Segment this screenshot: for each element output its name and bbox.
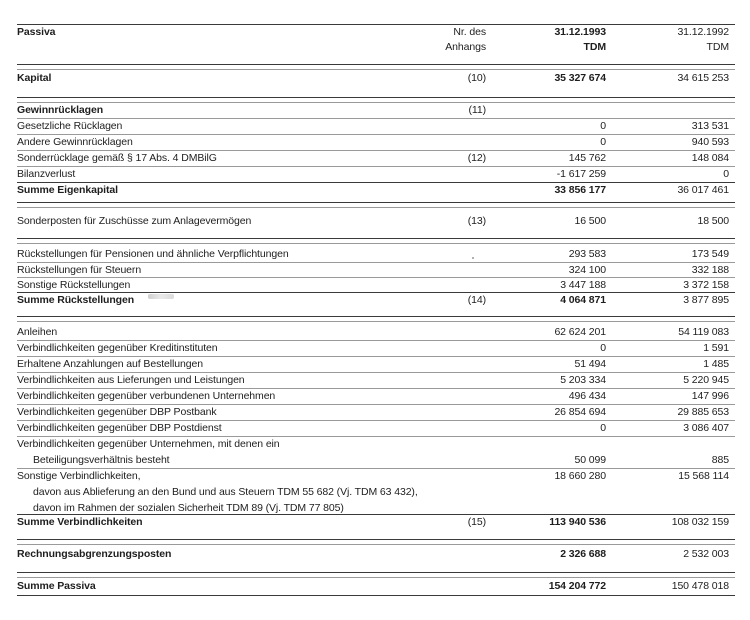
rule xyxy=(17,64,735,65)
table-row-1993: 51 494 xyxy=(574,358,606,370)
table-row-label: Anleihen xyxy=(17,326,58,338)
rule xyxy=(17,514,735,515)
rap-1993: 2 326 688 xyxy=(560,548,606,560)
beteiligung-1993: 50 099 xyxy=(574,454,606,466)
summe-verbindlichkeiten-1992: 108 032 159 xyxy=(671,516,729,528)
rule xyxy=(17,356,735,357)
table-row-label: Verbindlichkeiten gegenüber verbundenen Unternehmen xyxy=(17,390,276,402)
table-row-1993: 0 xyxy=(600,422,606,434)
table-row-label: Sonstige Rückstellungen xyxy=(17,279,131,291)
col-1992-date: 31.12.1992 xyxy=(677,26,729,38)
rule xyxy=(17,69,735,70)
table-row-1993: 293 583 xyxy=(568,248,606,260)
table-row-1993: 5 203 334 xyxy=(560,374,606,386)
table-row-1992: 54 119 083 xyxy=(678,326,729,338)
table-row-1992: 3 372 158 xyxy=(683,279,729,291)
rule xyxy=(17,544,735,545)
rule xyxy=(17,277,735,278)
rule xyxy=(17,340,735,341)
sonderposten-1992: 18 500 xyxy=(697,215,729,227)
nr-header-line2: Anhangs xyxy=(445,41,486,53)
bottom-rule xyxy=(17,595,735,596)
table-row-label: Bilanzverlust xyxy=(17,168,76,180)
rule xyxy=(17,420,735,421)
rule xyxy=(17,372,735,373)
scan-smudge xyxy=(148,294,174,299)
section-title: Passiva xyxy=(17,26,56,38)
sonstige-verb-1993: 18 660 280 xyxy=(554,470,606,482)
rule xyxy=(17,238,735,239)
rule xyxy=(17,292,735,293)
summe-rueckstellungen-1992: 3 877 895 xyxy=(683,294,729,306)
rule xyxy=(17,262,735,263)
table-row-1993: 62 624 201 xyxy=(554,326,606,338)
col-1992-unit: TDM xyxy=(706,41,729,53)
rule xyxy=(17,207,735,208)
table-row-1993: 145 762 xyxy=(568,152,606,164)
table-row-1992: 1 485 xyxy=(703,358,729,370)
kapital-nr: (10) xyxy=(467,72,486,84)
rule xyxy=(17,404,735,405)
table-row-1992: 3 086 407 xyxy=(683,422,729,434)
summe-passiva-1992: 150 478 018 xyxy=(671,580,729,592)
rule xyxy=(17,102,735,103)
summe-passiva-label: Summe Passiva xyxy=(17,580,96,592)
table-row-label: Rückstellungen für Steuern xyxy=(17,264,142,276)
table-row-1992: 147 996 xyxy=(691,390,729,402)
kapital-1992: 34 615 253 xyxy=(677,72,729,84)
table-row-1992: 29 885 653 xyxy=(677,406,729,418)
top-rule xyxy=(17,24,735,25)
col-1993-date: 31.12.1993 xyxy=(554,26,606,38)
summe-rueckstellungen-label: Summe Rückstellungen xyxy=(17,294,135,306)
rule xyxy=(17,134,735,135)
table-row-label: Rückstellungen für Pensionen und ähnliche Verpflichtungen xyxy=(17,248,289,260)
summe-rueckstellungen-nr: (14) xyxy=(467,294,486,306)
rule xyxy=(17,388,735,389)
rule xyxy=(17,243,735,244)
table-row-label: Gesetzliche Rücklagen xyxy=(17,120,123,132)
rule xyxy=(17,436,735,437)
rule xyxy=(17,316,735,317)
sonstige-verb-1992: 15 568 114 xyxy=(678,470,729,482)
table-row-1992: 1 591 xyxy=(703,342,729,354)
kapital-1993: 35 327 674 xyxy=(554,72,606,84)
scan-speck xyxy=(472,257,474,259)
table-row-label: Sonderrücklage gemäß § 17 Abs. 4 DMBilG xyxy=(17,152,217,164)
rule xyxy=(17,468,735,469)
table-row-1993: 3 447 188 xyxy=(560,279,606,291)
davon-note-1: davon aus Ablieferung an den Bund und aus Steuern TDM 55 682 (Vj. TDM 63 432), xyxy=(33,486,418,498)
table-row-1993: -1 617 259 xyxy=(556,168,606,180)
table-row-1992: 0 xyxy=(723,168,729,180)
rule xyxy=(17,182,735,183)
rule xyxy=(17,572,735,573)
rule xyxy=(17,150,735,151)
table-row-1992: 332 188 xyxy=(691,264,729,276)
sonderposten-nr: (13) xyxy=(467,215,486,227)
gewinnruecklagen-nr: (11) xyxy=(468,104,486,116)
rap-1992: 2 532 003 xyxy=(683,548,729,560)
sonderposten-1993: 16 500 xyxy=(574,215,606,227)
rule xyxy=(17,321,735,322)
rule xyxy=(17,539,735,540)
rule xyxy=(17,577,735,578)
table-row-1992: 173 549 xyxy=(691,248,729,260)
sonstige-verb-label: Sonstige Verbindlichkeiten, xyxy=(17,470,141,482)
table-row-1993: 0 xyxy=(600,120,606,132)
summe-eigenkapital-1993: 33 856 177 xyxy=(554,184,606,196)
table-row-label: Verbindlichkeiten aus Lieferungen und Leistungen xyxy=(17,374,245,386)
rule xyxy=(17,118,735,119)
table-row-1993: 496 434 xyxy=(568,390,606,402)
table-row-label: Verbindlichkeiten gegenüber Kreditinstituten xyxy=(17,342,218,354)
davon-note-2: davon im Rahmen der sozialen Sicherheit TDM 89 (Vj. TDM 77 805) xyxy=(33,502,344,514)
summe-verbindlichkeiten-nr: (15) xyxy=(467,516,486,528)
table-row-1992: 313 531 xyxy=(691,120,729,132)
table-row-label: Verbindlichkeiten gegenüber DBP Postbank xyxy=(17,406,217,418)
rule xyxy=(17,202,735,203)
rap-label: Rechnungsabgrenzungsposten xyxy=(17,548,172,560)
table-row-label: Verbindlichkeiten gegenüber DBP Postdienst xyxy=(17,422,222,434)
table-row-1992: 148 084 xyxy=(691,152,729,164)
summe-passiva-1993: 154 204 772 xyxy=(548,580,606,592)
summe-verbindlichkeiten-label: Summe Verbindlichkeiten xyxy=(17,516,143,528)
sonderposten-label: Sonderposten für Zuschüsse zum Anlagevermögen xyxy=(17,215,252,227)
beteiligung-label-line2: Beteiligungsverhältnis besteht xyxy=(33,454,170,466)
table-row-label: Andere Gewinnrücklagen xyxy=(17,136,133,148)
table-row-1992: 5 220 945 xyxy=(683,374,729,386)
summe-eigenkapital-1992: 36 017 461 xyxy=(677,184,729,196)
table-row-nr: (12) xyxy=(467,152,486,164)
col-1993-unit: TDM xyxy=(583,41,606,53)
summe-rueckstellungen-1993: 4 064 871 xyxy=(560,294,606,306)
summe-verbindlichkeiten-1993: 113 940 536 xyxy=(549,516,606,528)
gewinnruecklagen-heading: Gewinnrücklagen xyxy=(17,104,104,116)
table-row-1993: 0 xyxy=(600,342,606,354)
table-row-1993: 26 854 694 xyxy=(554,406,606,418)
table-row-1993: 324 100 xyxy=(568,264,606,276)
kapital-label: Kapital xyxy=(17,72,52,84)
rule xyxy=(17,166,735,167)
nr-header-line1: Nr. des xyxy=(453,26,486,38)
summe-eigenkapital-label: Summe Eigenkapital xyxy=(17,184,118,196)
rule xyxy=(17,97,735,98)
beteiligung-1992: 885 xyxy=(711,454,729,466)
beteiligung-label-line1: Verbindlichkeiten gegenüber Unternehmen, mit denen ein xyxy=(17,438,280,450)
table-row-1992: 940 593 xyxy=(691,136,729,148)
table-row-1993: 0 xyxy=(600,136,606,148)
table-row-label: Erhaltene Anzahlungen auf Bestellungen xyxy=(17,358,203,370)
